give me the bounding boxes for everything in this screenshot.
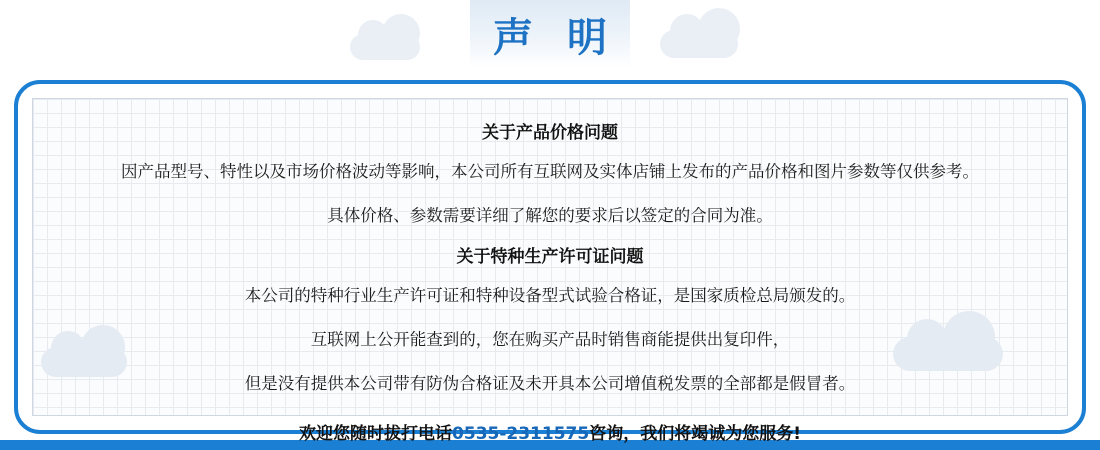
contact-line xyxy=(73,421,1027,447)
section-two-paragraph-2: 互联网上公开能查到的，您在购买产品时销售商能提供出复印件， xyxy=(310,330,790,349)
cloud-decoration-icon xyxy=(660,30,738,58)
section-one-paragraph-2: 具体价格、参数需要详细了解您的要求后以签定的合同为准。 xyxy=(327,206,773,225)
notice-content xyxy=(33,99,1067,447)
grid-paper-panel xyxy=(32,98,1068,444)
notice-frame xyxy=(14,80,1086,444)
section-two-heading: 关于特种生产许可证问题 xyxy=(456,247,644,267)
page-title: 声 明 xyxy=(493,14,617,61)
section-two-paragraph-1: 本公司的特种行业生产许可证和特种设备型式试验合格证，是国家质检总局颁发的。 xyxy=(244,286,856,305)
contact-suffix: 咨询，我们将竭诚为您服务! xyxy=(589,424,801,444)
section-one-heading: 关于产品价格问题 xyxy=(482,123,618,143)
page-title-box xyxy=(470,0,630,68)
title-banner xyxy=(0,0,1100,82)
section-one-paragraph-1: 因产品型号、特性以及市场价格波动等影响，本公司所有互联网及实体店铺上发布的产品价格和图片参数等仅供参考。 xyxy=(121,162,979,181)
contact-prefix: 欢迎您随时拔打电话 xyxy=(299,424,453,444)
cloud-decoration-icon xyxy=(350,34,420,60)
contact-phone-number: 0535-2311575 xyxy=(452,424,590,444)
section-two-paragraph-3: 但是没有提供本公司带有防伪合格证及未开具本公司增值税发票的全部都是假冒者。 xyxy=(244,374,856,393)
